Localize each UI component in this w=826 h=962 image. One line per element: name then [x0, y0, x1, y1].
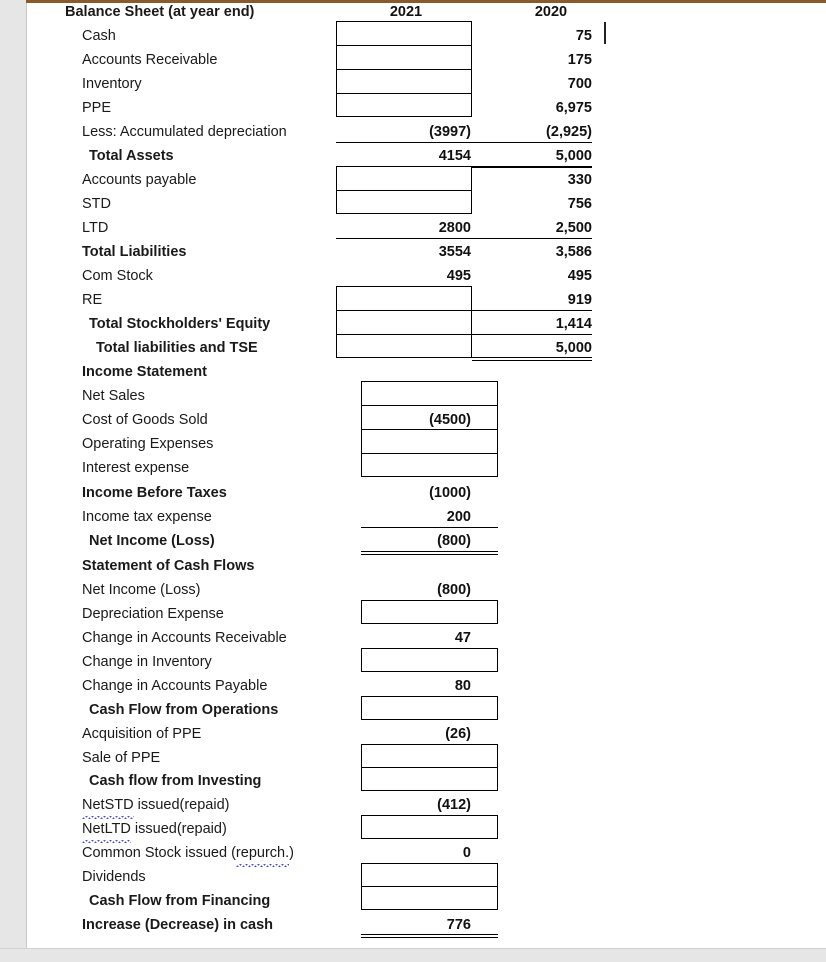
row-label: Acquisition of PPE	[82, 726, 202, 742]
table-row-change-in-accounts-payable	[26, 674, 826, 698]
input-net-ltd-issued[interactable]	[361, 815, 498, 839]
section-rule-2020	[472, 167, 592, 168]
value-2021: 4154	[438, 148, 471, 164]
value-2021: (800)	[437, 533, 471, 549]
value-2020: 756	[567, 196, 592, 212]
value-2020: 495	[567, 268, 592, 284]
value-2021: 2800	[438, 220, 471, 236]
value-2021: 495	[446, 268, 471, 284]
table-row-total-liabilities	[26, 240, 826, 264]
row-label: Operating Expenses	[82, 436, 214, 452]
value-2020: 1,414	[555, 316, 592, 332]
section-title-cash-flows: Statement of Cash Flows	[82, 558, 255, 574]
net-income-rule	[361, 527, 498, 528]
misspelled-word: NetSTD	[82, 793, 134, 817]
col-header-2020: 2020	[534, 4, 568, 20]
input-depreciation-expense[interactable]	[361, 600, 498, 624]
section-title-balance-sheet: Balance Sheet (at year end)	[65, 4, 255, 20]
row-label: Accounts payable	[82, 172, 197, 188]
value-2020: 700	[567, 76, 592, 92]
table-row-acquisition-of-ppe	[26, 722, 826, 746]
value-2021: 3554	[438, 244, 471, 260]
col-header-2021: 2021	[389, 4, 423, 20]
input-cell-divider	[336, 334, 472, 335]
input-change-in-inventory[interactable]	[361, 648, 498, 672]
value-2020: 2,500	[555, 220, 592, 236]
row-label: Depreciation Expense	[82, 606, 224, 622]
row-label: Cash	[82, 28, 116, 44]
table-row-income-before-taxes	[26, 481, 826, 505]
row-label: Cash Flow from Financing	[89, 893, 271, 909]
row-label: Inventory	[82, 76, 142, 92]
input-cell-divider	[361, 405, 498, 406]
input-cell-divider	[336, 45, 472, 46]
input-cell-divider	[336, 69, 472, 70]
table-row-common-stock-issued	[26, 841, 826, 865]
value-2021: 200	[446, 509, 471, 525]
row-label: PPE	[82, 100, 112, 116]
table-row-accumulated-depreciation	[26, 120, 826, 144]
value-2021: 47	[454, 630, 471, 646]
worksheet-grid	[26, 0, 826, 948]
value-2021: 80	[454, 678, 471, 694]
row-label: Net Sales	[82, 388, 145, 404]
table-row-net-income-loss	[26, 529, 826, 553]
row-label: Interest expense	[82, 460, 190, 476]
input-cell-divider	[336, 190, 472, 191]
value-2020: (2,925)	[546, 124, 592, 140]
input-cell-divider	[336, 93, 472, 94]
value-2021: 0	[462, 845, 471, 861]
value-2021: (4500)	[429, 412, 471, 428]
section-header-statement-of-cash-flows	[26, 554, 826, 578]
input-group-equity-2021[interactable]	[336, 286, 472, 358]
input-cell-divider	[336, 310, 472, 311]
section-title-income-statement: Income Statement	[82, 364, 207, 380]
text-cursor	[604, 22, 606, 44]
equity-top-rule-2020	[472, 310, 592, 311]
value-2020: 5,000	[555, 340, 592, 356]
row-label: Less: Accumulated depreciation	[82, 124, 287, 140]
equity-mid-rule-2020	[472, 334, 592, 335]
table-row-change-in-accounts-receivable	[26, 626, 826, 650]
input-cell-divider	[361, 767, 498, 768]
row-label: Sale of PPE	[82, 750, 161, 766]
worksheet	[26, 0, 826, 948]
row-label: Change in Inventory	[82, 654, 212, 670]
value-2021: (3997)	[429, 124, 471, 140]
input-cell-divider	[361, 453, 498, 454]
value-2020: 5,000	[555, 148, 592, 164]
row-label: Income tax expense	[82, 509, 212, 525]
row-label: Total liabilities and TSE	[96, 340, 258, 356]
table-row-income-tax-expense	[26, 505, 826, 529]
subtotal-rule	[336, 238, 592, 239]
value-2021: (800)	[437, 582, 471, 598]
row-label: Net Income (Loss)	[89, 533, 215, 549]
row-label: Change in Accounts Payable	[82, 678, 268, 694]
row-label: Dividends	[82, 869, 146, 885]
row-label: Income Before Taxes	[82, 485, 227, 501]
table-row-com-stock	[26, 264, 826, 288]
row-label: RE	[82, 292, 103, 308]
misspelled-word: repurch.	[236, 841, 289, 865]
value-2021: 776	[446, 917, 471, 933]
page-bottom-gutter	[0, 948, 826, 962]
row-label: Cost of Goods Sold	[82, 412, 208, 428]
value-2020: 919	[567, 292, 592, 308]
row-label: Accounts Receivable	[82, 52, 218, 68]
value-2020: 330	[567, 172, 592, 188]
table-row-net-std-issued	[26, 793, 826, 817]
row-label: Common Stock issued (repurch.)	[82, 841, 294, 865]
misspelled-word: NetLTD	[82, 817, 131, 841]
value-2020: 3,586	[555, 244, 592, 260]
row-label: Net Income (Loss)	[82, 582, 201, 598]
value-2020: 6,975	[555, 100, 592, 116]
row-label: Total Assets	[89, 148, 174, 164]
left-gutter	[0, 0, 26, 961]
value-2021: (26)	[445, 726, 471, 742]
row-label: NetLTD issued(repaid)	[82, 817, 227, 841]
row-label: NetSTD issued(repaid)	[82, 793, 230, 817]
input-cash-flow-from-operations[interactable]	[361, 696, 498, 720]
row-label: Cash flow from Investing	[89, 773, 262, 789]
row-label: Com Stock	[82, 268, 153, 284]
value-2021: (1000)	[429, 485, 471, 501]
table-row-cf-net-income	[26, 578, 826, 602]
row-label: LTD	[82, 220, 109, 236]
row-label: STD	[82, 196, 111, 212]
value-2020: 175	[567, 52, 592, 68]
row-label: Total Liabilities	[82, 244, 187, 260]
row-label: Cash Flow from Operations	[89, 702, 279, 718]
table-row-total-assets	[26, 144, 826, 168]
value-2021: (412)	[437, 797, 471, 813]
value-2020: 75	[575, 28, 592, 44]
row-label: Total Stockholders' Equity	[89, 316, 271, 332]
row-label: Change in Accounts Receivable	[82, 630, 287, 646]
row-label: Increase (Decrease) in cash	[82, 917, 274, 933]
input-cell-divider	[361, 429, 498, 430]
table-row-ltd	[26, 216, 826, 240]
subtotal-rule	[336, 142, 592, 143]
input-cell-divider	[361, 886, 498, 887]
increase-in-cash-double-rule	[361, 934, 498, 938]
